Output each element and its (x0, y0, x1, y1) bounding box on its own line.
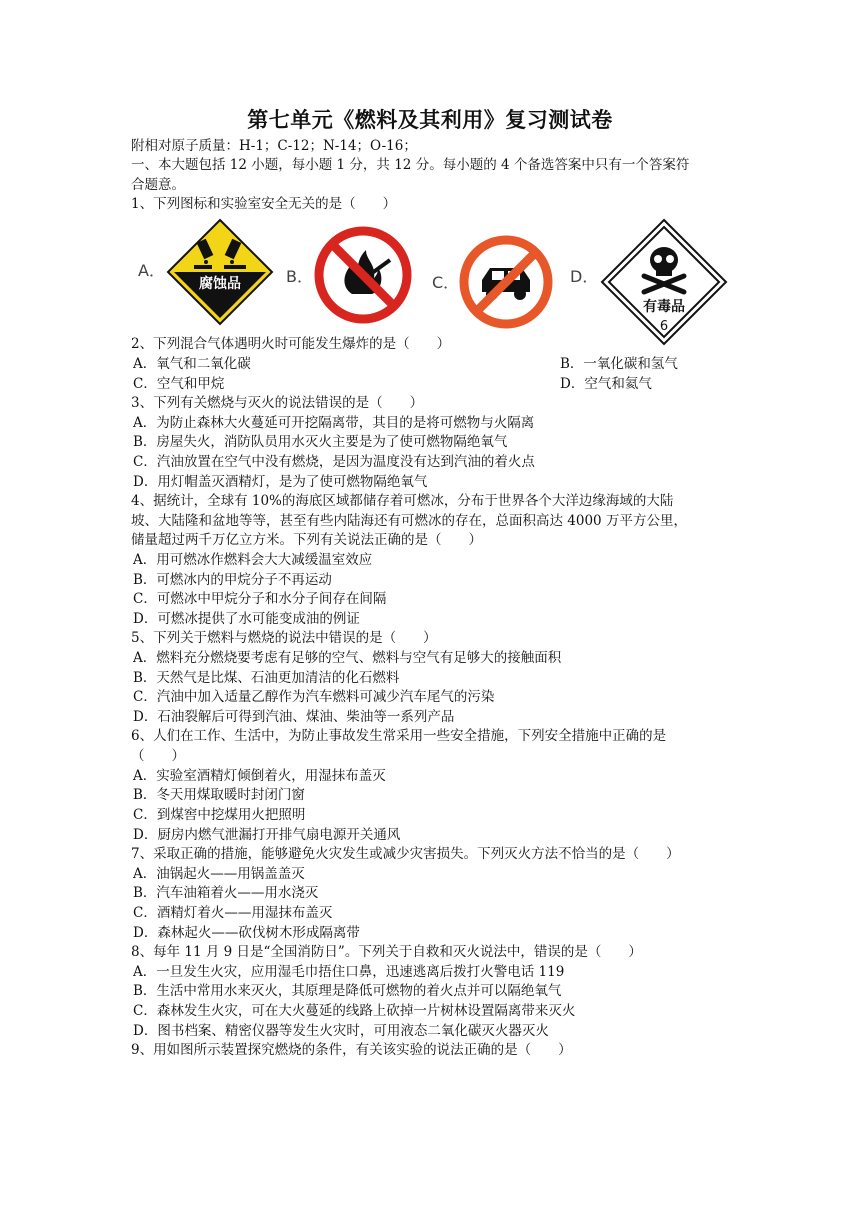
q3-option-c: C．汽油放置在空气中没有燃烧，是因为温度没有达到汽油的着火点 (133, 454, 535, 470)
no-vehicles-sign-icon (458, 234, 554, 330)
q6-option-b: B．冬天用煤取暖时封闭门窗 (133, 787, 305, 803)
q2-option-a: A．氧气和二氧化碳 (133, 356, 251, 372)
q6-option-d: D．厨房内燃气泄漏打开排气扇电源开关通风 (133, 827, 401, 843)
q1-label-d: D． (570, 267, 599, 286)
q6-stem-line-1: 6、人们在工作、生活中，为防止事故发生常采用一些安全措施，下列安全措施中正确的是 (131, 728, 667, 744)
q6-option-c: C．到煤窖中挖煤用火把照明 (133, 807, 306, 823)
section-intro-line-1: 一、本大题包括 12 小题，每小题 1 分，共 12 分。每小题的 4 个备选答案中只有一个答案符 (131, 157, 690, 173)
q5-option-b: B．天然气是比煤、石油更加清洁的化石燃料 (133, 670, 400, 686)
q7-option-a: A．油锅起火——用锅盖盖灭 (133, 866, 305, 882)
q2-stem: 2、下列混合气体遇明火时可能发生爆炸的是（ ） (131, 336, 451, 352)
no-fire-sign-icon (312, 224, 414, 326)
q1-label-b: B． (286, 267, 313, 286)
q9-stem: 9、用如图所示装置探究燃烧的条件，有关该实验的说法正确的是（ ） (131, 1042, 572, 1058)
q8-option-b: B．生活中常用水来灭火，其原理是降低可燃物的着火点并可以隔绝氧气 (133, 983, 562, 999)
q2-option-d: D．空气和氦气 (560, 376, 652, 392)
q8-option-a: A．一旦发生火灾，应用湿毛巾捂住口鼻，迅速逃离后拨打火警电话 119 (133, 964, 565, 980)
q8-option-c: C．森林发生火灾，可在大火蔓延的线路上砍掉一片树林设置隔离带来灭火 (133, 1003, 576, 1019)
q3-stem: 3、下列有关燃烧与灭火的说法错误的是（ ） (131, 395, 424, 411)
q5-option-c: C．汽油中加入适量乙醇作为汽车燃料可减少汽车尾气的污染 (133, 689, 495, 705)
q3-option-a: A．为防止森林大火蔓延可开挖隔离带，其目的是将可燃物与火隔离 (133, 415, 535, 431)
q4-option-d: D．可燃冰提供了水可能变成油的例证 (133, 611, 360, 627)
page-title: 第七单元《燃料及其利用》复习测试卷 (247, 107, 613, 132)
q5-option-a: A．燃料充分燃烧要考虑有足够的空气、燃料与空气有足够大的接触面积 (133, 650, 562, 666)
q1-label-c: C． (432, 273, 460, 292)
q5-stem: 5、下列关于燃料与燃烧的说法中错误的是（ ） (131, 630, 437, 646)
q8-option-d: D．图书档案、精密仪器等发生火灾时，可用液态二氧化碳灭火器灭火 (133, 1023, 549, 1039)
q4-option-b: B．可燃冰内的甲烷分子不再运动 (133, 572, 332, 588)
q3-option-b: B．房屋失火，消防队员用水灭火主要是为了使可燃物隔绝氧气 (133, 434, 508, 450)
q4-option-c: C．可燃冰中甲烷分子和水分子间存在间隔 (133, 591, 387, 607)
q7-option-b: B．汽车油箱着火——用水浇灭 (133, 885, 319, 901)
q4-stem-line-2: 坡、大陆隆和盆地等等，甚至有些内陆海还有可燃冰的存在，总面积高达 4000 万平方公里， (131, 513, 687, 529)
q4-stem-line-1: 4、据统计，全球有 10%的海底区域都储存着可燃冰，分布于世界各个大洋边缘海域的大陆 (131, 493, 674, 509)
q6-option-a: A．实验室酒精灯倾倒着火，用湿抹布盖灭 (133, 768, 386, 784)
q4-option-a: A．用可燃冰作燃料会大大减缓温室效应 (133, 552, 373, 568)
q5-option-d: D．石油裂解后可得到汽油、煤油、柴油等一系列产品 (133, 709, 455, 725)
atomic-mass-note: 附相对原子质量：H-1；C-12；N-14；O-16； (131, 138, 417, 154)
toxic-sign-text: 有毒品 (643, 299, 685, 315)
q1-stem: 1、下列图标和实验室安全无关的是（ ） (131, 196, 397, 212)
q4-stem-line-3: 储量超过两千万亿立方米。下列有关说法正确的是（ ） (131, 532, 482, 548)
q7-option-d: D．森林起火——砍伐树木形成隔离带 (133, 925, 360, 941)
q7-option-c: C．酒精灯着火——用湿抹布盖灭 (133, 905, 333, 921)
toxic-sign-icon (600, 218, 728, 346)
q6-stem-line-2: （ ） (131, 748, 185, 764)
corrosive-sign-icon (166, 218, 274, 326)
corrosive-sign-text: 腐蚀品 (199, 276, 241, 292)
q8-stem: 8、每年 11 月 9 日是“全国消防日”。下列关于自救和灭火说法中，错误的是（ ） (131, 944, 642, 960)
q1-label-a: A． (138, 261, 165, 280)
q3-option-d: D．用灯帽盖灭酒精灯，是为了使可燃物隔绝氧气 (133, 474, 428, 490)
section-intro-line-2: 合题意。 (131, 177, 185, 193)
q7-stem: 7、采取正确的措施，能够避免火灾发生或减少灾害损失。下列灭火方法不恰当的是（ ） (131, 846, 680, 862)
toxic-sign-number: 6 (659, 319, 669, 334)
q2-option-b: B．一氧化碳和氢气 (560, 356, 678, 372)
q2-option-c: C．空气和甲烷 (133, 376, 225, 392)
